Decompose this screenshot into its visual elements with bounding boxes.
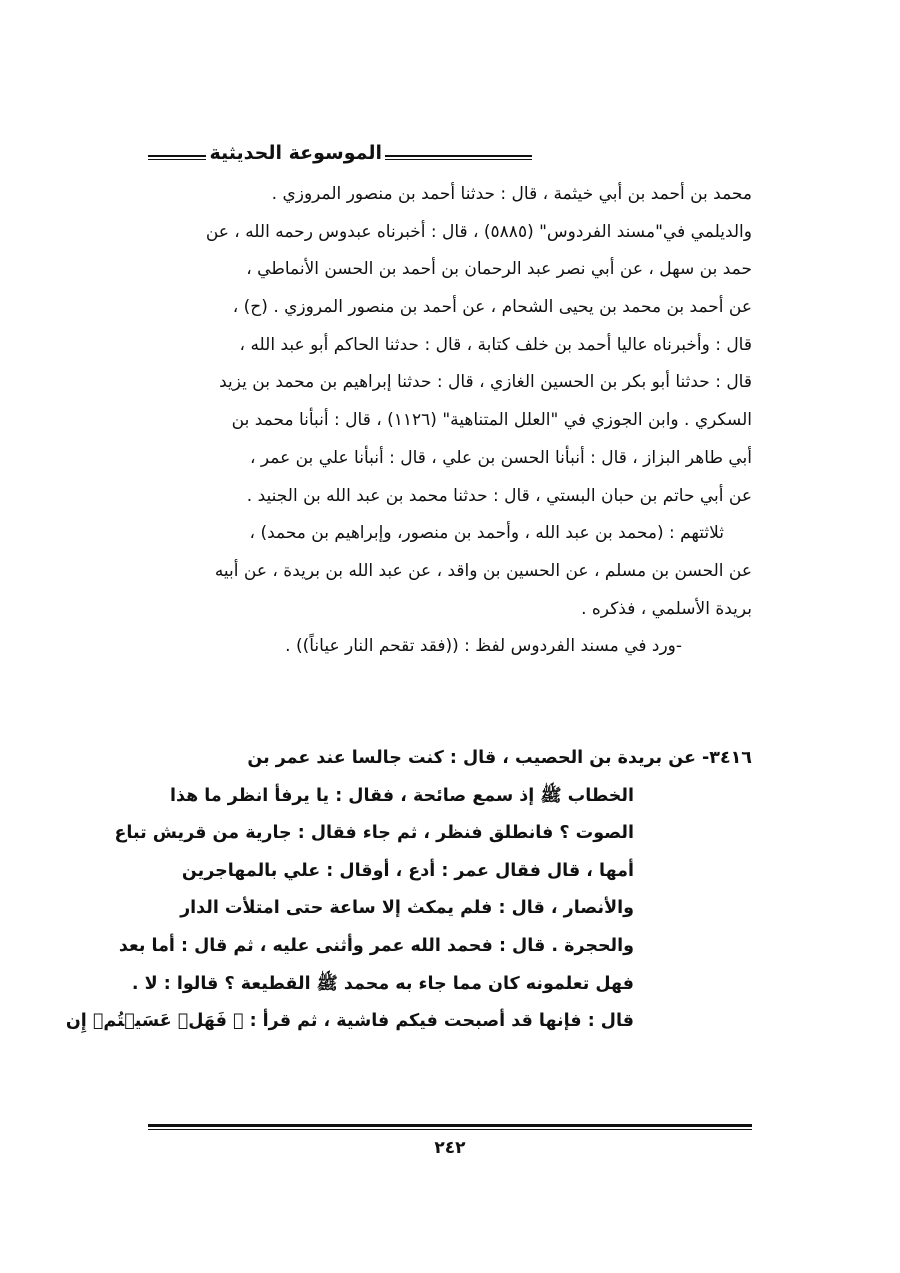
running-title: الموسوعة الحديثية (209, 142, 382, 164)
header-rule-right-segment (385, 155, 532, 160)
main-text (148, 176, 752, 666)
footnote-line: -ورد في مسند الفردوس لفظ : ((فقد تقحم النار عياناً)) . (285, 636, 682, 657)
text-line: محمد بن أحمد بن أبي خيثمة ، قال : حدثنا أحمد بن منصور المروزي . (271, 184, 752, 204)
page-number: ٢٤٢ (434, 1138, 466, 1158)
hadith-line: أمها ، قال فقال عمر : أدع ، أوقال : علي بالمهاجرين (181, 860, 634, 881)
text-line: حمد بن سهل ، عن أبي نصر عبد الرحمان بن أحمد بن الحسن الأنماطي ، (246, 259, 752, 280)
header-rule-left-segment (148, 155, 206, 160)
page-header (148, 140, 752, 176)
text-line: قال : وأخبرناه عاليا أحمد بن خلف كتابة ، قال : حدثنا الحاكم أبو عبد الله ، (239, 334, 752, 355)
footer-rule (148, 1124, 752, 1130)
text-line: عن الحسن بن مسلم ، عن الحسين بن واقد ، عن عبد الله بن بريدة ، عن أبيه (214, 560, 752, 581)
hadith-line: والحجرة . قال : فحمد الله عمر وأثنى عليه ، ثم قال : أما بعد (118, 935, 634, 956)
text-line: أبي طاهر البزاز ، قال : أنبأنا الحسن بن علي ، قال : أنبأنا علي بن عمر ، (249, 447, 752, 468)
hadith-line: قال : فإنها قد أصبحت فيكم فاشية ، ثم قرأ : ﴿ فَهَلۡ عَسَيۡتُمۡ إِن (65, 1011, 634, 1032)
hadith-line: الصوت ؟ فانطلق فنظر ، ثم جاء فقال : جارية من قريش تباع (114, 823, 634, 844)
text-line: السكري . وابن الجوزي في "العلل المتناهية" (١١٢٦) ، قال : أنبأنا محمد بن (231, 410, 752, 431)
hadith-entry (65, 740, 752, 1041)
hadith-line: فهل تعلمونه كان مما جاء به محمد ﷺ القطيعة ؟ قالوا : لا . (131, 973, 634, 994)
hadith-line: والأنصار ، قال : فلم يمكث إلا ساعة حتى امتلأت الدار (180, 898, 634, 919)
hadith-line: ٣٤١٦- عن بريدة بن الحصيب ، قال : كنت جالسا عند عمر بن (247, 748, 752, 768)
text-line: عن أحمد بن محمد بن يحيى الشحام ، عن أحمد بن منصور المروزي . (ح) ، (232, 297, 752, 318)
text-line: قال : حدثنا أبو بكر بن الحسين الغازي ، قال : حدثنا إبراهيم بن محمد بن يزيد (219, 372, 752, 393)
hadith-line: الخطاب ﷺ إذ سمع صائحة ، فقال : يا يرفأ انظر ما هذا (169, 785, 634, 806)
text-line: عن أبي حاتم بن حبان البستي ، قال : حدثنا محمد بن عبد الله بن الجنيد . (246, 485, 752, 506)
text-line: ثلاثتهم : (محمد بن عبد الله ، وأحمد بن منصور، وإبراهيم بن محمد) ، (249, 523, 724, 544)
text-line: بريدة الأسلمي ، فذكره . (581, 598, 752, 619)
text-line: والديلمي في"مسند الفردوس" (٥٨٨٥) ، قال : أخبرناه عبدوس رحمه الله ، عن (205, 221, 752, 242)
